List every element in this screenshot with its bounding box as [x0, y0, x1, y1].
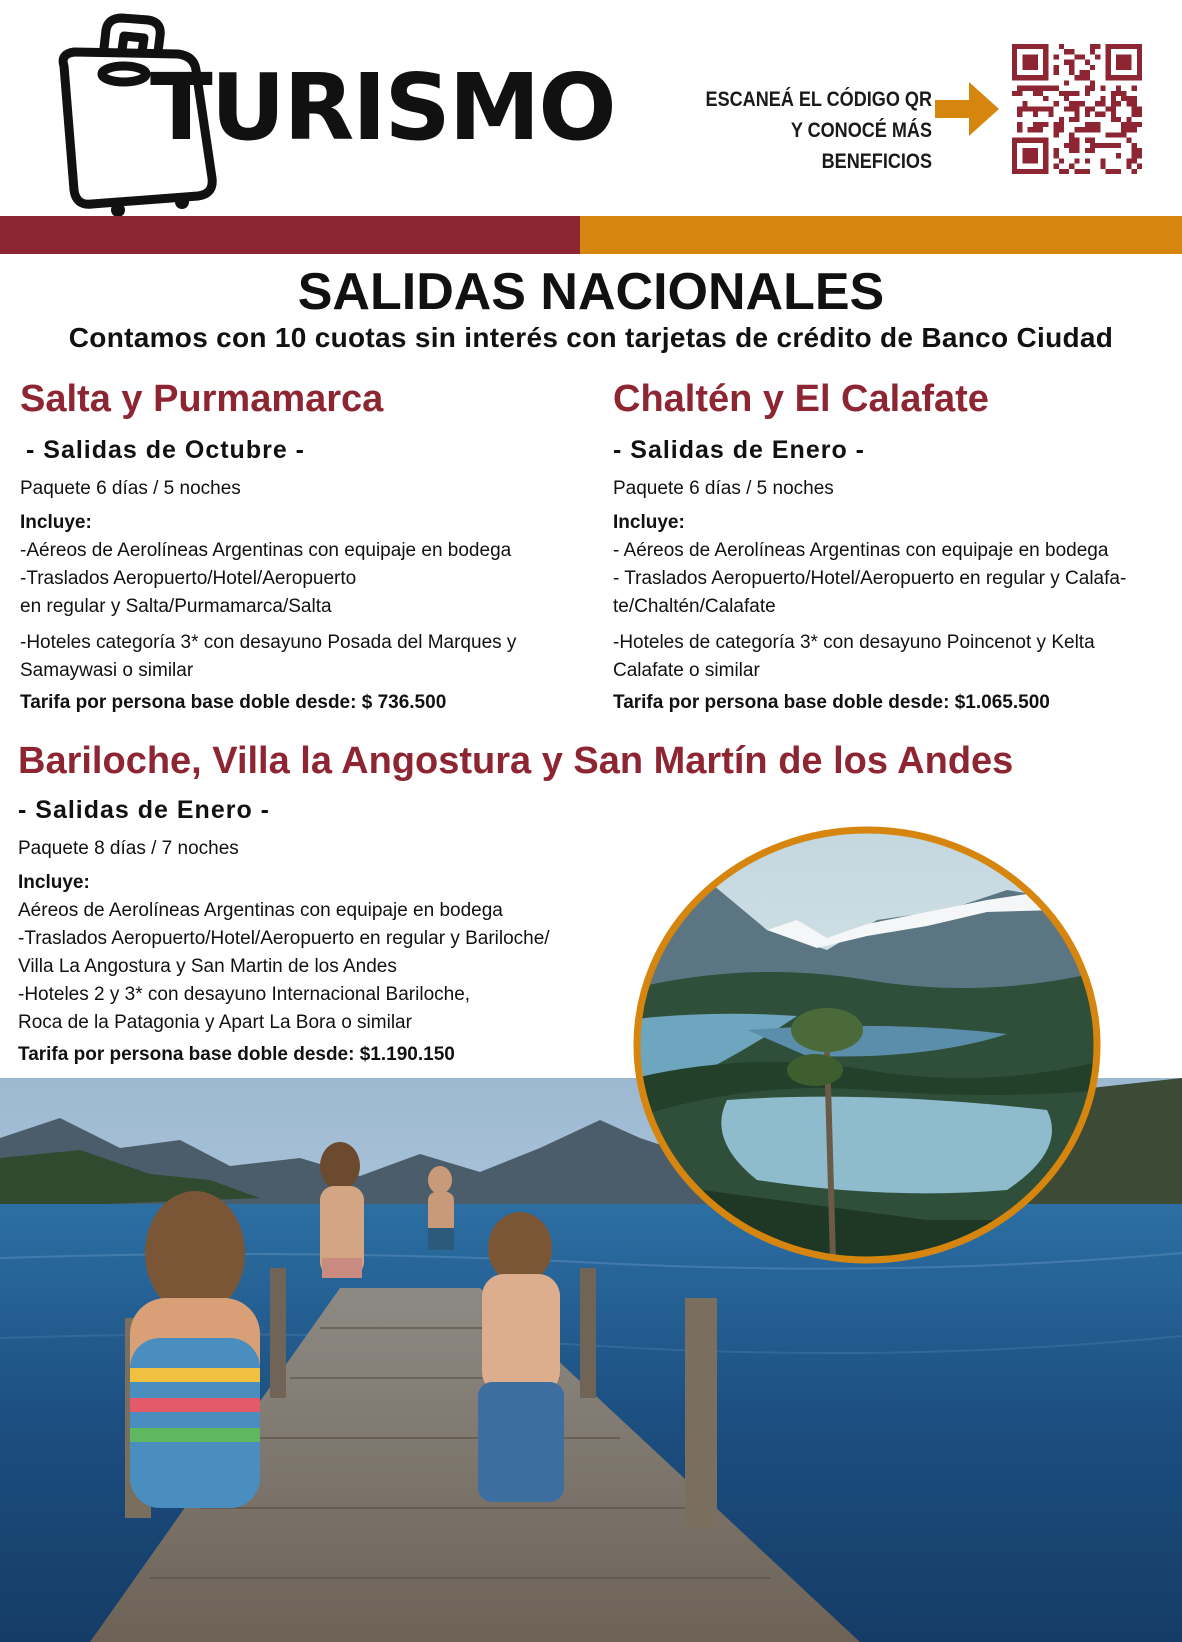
includes-label: Incluye: — [20, 512, 92, 533]
package-salta — [20, 380, 580, 717]
include-line: -Aéreos de Aerolíneas Argentinas con equipaje en bodega — [20, 540, 512, 561]
qr-cta-line-2: Y CONOCÉ MÁS BENEFICIOS — [790, 119, 932, 173]
package-departure: - Salidas de Enero - — [18, 796, 271, 824]
includes-label: Incluye: — [613, 512, 685, 533]
include-line: Samaywasi o similar — [20, 660, 194, 681]
qr-call-to-action — [698, 84, 932, 177]
include-line: -Hoteles de categoría 3* con desayuno Poincenot y Kelta — [613, 632, 1095, 653]
include-line: -Hoteles categoría 3* con desayuno Posada del Marques y — [20, 632, 517, 653]
include-line: - Traslados Aeropuerto/Hotel/Aeropuerto en regular y Calafa- — [613, 568, 1127, 589]
package-price: Tarifa por persona base doble desde: $1.190.150 — [18, 1044, 455, 1065]
include-line: Villa La Angostura y San Martin de los Andes — [18, 956, 397, 977]
package-duration: Paquete 6 días / 5 noches — [613, 478, 834, 499]
section-title: SALIDAS NACIONALES — [297, 263, 885, 321]
include-line: -Hoteles 2 y 3* con desayuno Internacional Bariloche, — [18, 984, 471, 1005]
qr-cta-line-1: ESCANEÁ EL CÓDIGO QR — [705, 88, 932, 111]
package-chalten — [613, 380, 1173, 717]
include-line: Aéreos de Aerolíneas Argentinas con equipaje en bodega — [18, 900, 503, 921]
package-departure: - Salidas de Enero - — [613, 436, 866, 464]
include-line: - Aéreos de Aerolíneas Argentinas con equipaje en bodega — [613, 540, 1109, 561]
section-subtitle: Contamos con 10 cuotas sin interés con tarjetas de crédito de Banco Ciudad — [68, 322, 1114, 353]
package-price: Tarifa por persona base doble desde: $ 736.500 — [20, 692, 447, 713]
package-price: Tarifa por persona base doble desde: $1.065.500 — [613, 692, 1050, 713]
include-line: en regular y Salta/Purmamarca/Salta — [20, 596, 332, 617]
package-departure: - Salidas de Octubre - — [26, 436, 306, 464]
include-line: Roca de la Patagonia y Apart La Bora o similar — [18, 1012, 412, 1033]
package-duration: Paquete 8 días / 7 noches — [18, 838, 239, 859]
package-title: Bariloche, Villa la Angostura y San Martín de los Andes — [18, 740, 1014, 782]
patagonia-lakes-photo — [627, 820, 1107, 1270]
include-line: -Traslados Aeropuerto/Hotel/Aeropuerto en regular y Bariloche/ — [18, 928, 550, 949]
includes-label: Incluye: — [18, 872, 90, 893]
include-line: -Traslados Aeropuerto/Hotel/Aeropuerto — [20, 568, 357, 589]
include-line: Calafate o similar — [613, 660, 760, 681]
include-line: te/Chaltén/Calafate — [613, 596, 776, 617]
qr-code-icon[interactable] — [1012, 44, 1142, 174]
header-bar-orange — [580, 216, 1182, 254]
header-bar-burgundy — [0, 216, 580, 254]
package-title: Chaltén y El Calafate — [613, 378, 989, 420]
package-duration: Paquete 6 días / 5 noches — [20, 478, 241, 499]
arrow-right-icon — [935, 76, 1001, 142]
package-title: Salta y Purmamarca — [20, 378, 384, 420]
brand-title: TURISMO — [150, 54, 615, 161]
